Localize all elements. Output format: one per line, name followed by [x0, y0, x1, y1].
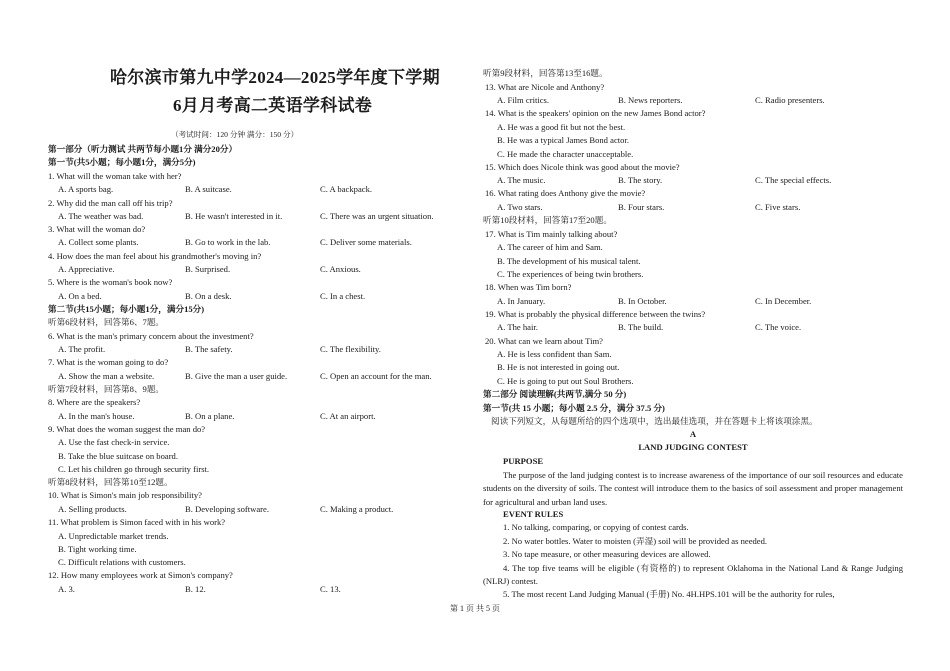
q18-option-b: B. In October.: [618, 296, 667, 306]
q19-option-a: A. The hair.: [497, 322, 538, 332]
q2-option-c: C. There was an urgent situation.: [320, 211, 434, 221]
question-10: 10. What is Simon's main job responsibility?: [48, 490, 202, 500]
rule-4: 4. The top five teams will be eligible (有资格的) to represent Oklahoma in the National Land & Range Judging (NLRJ) contest.: [483, 563, 903, 587]
q14-option-c: C. He made the character unacceptable.: [497, 149, 634, 159]
event-rules-heading: EVENT RULES: [503, 509, 564, 519]
q3-option-c: C. Deliver some materials.: [320, 237, 412, 247]
reading-instruction: 阅读下列短文，从每题所给的四个选项中，选出最佳选项，并在答题卡上将该项涂黑。: [491, 416, 818, 426]
q11-option-a: A. Unpredictable market trends.: [58, 531, 169, 541]
question-19: 19. What is probably the physical difference between the twins?: [485, 309, 706, 319]
question-7: 7. What is the woman going to do?: [48, 357, 169, 367]
question-1: 1. What will the woman take with her?: [48, 171, 182, 181]
q9-option-a: A. Use the fast check-in service.: [58, 437, 170, 447]
q19-option-c: C. The voice.: [755, 322, 802, 332]
q12-option-b: B. 12.: [185, 584, 206, 594]
question-11: 11. What problem is Simon faced with in his work?: [48, 517, 226, 527]
material-9: 听第9段材料，回答第13至16题。: [483, 68, 608, 78]
material-6: 听第6段材料，回答第6、7题。: [48, 317, 165, 327]
q1-option-b: B. A suitcase.: [185, 184, 232, 194]
q14-option-a: A. He was a good fit but not the best.: [497, 122, 626, 132]
q13-option-a: A. Film critics.: [497, 95, 550, 105]
question-20: 20. What can we learn about Tim?: [485, 336, 603, 346]
q11-option-c: C. Difficult relations with customers.: [58, 557, 186, 567]
q16-option-a: A. Two stars.: [497, 202, 543, 212]
material-7: 听第7段材料，回答第8、9题。: [48, 384, 165, 394]
question-3: 3. What will the woman do?: [48, 224, 146, 234]
question-16: 16. What rating does Anthony give the movie?: [485, 188, 646, 198]
q12-option-a: A. 3.: [58, 584, 75, 594]
q15-option-b: B. The story.: [618, 175, 663, 185]
q20-option-a: A. He is less confident than Sam.: [497, 349, 612, 359]
q17-option-c: C. The experiences of being twin brothers.: [497, 269, 644, 279]
question-9: 9. What does the woman suggest the man do?: [48, 424, 206, 434]
exam-title-line2: 6月月考高二英语学科试卷: [173, 96, 373, 115]
q5-option-a: A. On a bed.: [58, 291, 102, 301]
question-5: 5. Where is the woman's book now?: [48, 277, 173, 287]
rule-5: 5. The most recent Land Judging Manual (手册) No. 4H.HPS.101 will be the authority for rules,: [503, 589, 835, 599]
q13-option-c: C. Radio presenters.: [755, 95, 825, 105]
q10-option-a: A. Selling products.: [58, 504, 127, 514]
q5-option-c: C. In a chest.: [320, 291, 366, 301]
rule-1: 1. No talking, comparing, or copying of contest cards.: [503, 522, 689, 532]
exam-title-line1: 哈尔滨市第九中学2024—2025学年度下学期: [110, 68, 440, 87]
q3-option-b: B. Go to work in the lab.: [185, 237, 271, 247]
q2-option-b: B. He wasn't interested in it.: [185, 211, 283, 221]
q8-option-b: B. On a plane.: [185, 411, 235, 421]
question-15: 15. Which does Nicole think was good about the movie?: [485, 162, 680, 172]
exam-info: （考试时间：120 分钟 满分：150 分）: [171, 130, 299, 139]
q12-option-c: C. 13.: [320, 584, 341, 594]
section1-heading: 第一节(共5小题；每小题1分，满分5分): [48, 157, 196, 167]
q15-option-a: A. The music.: [497, 175, 546, 185]
q17-option-b: B. The development of his musical talent.: [497, 256, 641, 266]
q20-option-c: C. He is going to put out Soul Brothers.: [497, 376, 634, 386]
question-12: 12. How many employees work at Simon's company?: [48, 570, 233, 580]
q16-option-b: B. Four stars.: [618, 202, 665, 212]
q6-option-a: A. The profit.: [58, 344, 106, 354]
q7-option-b: B. Give the man a user guide.: [185, 371, 288, 381]
page-footer: 第 1 页 共 5 页: [450, 604, 500, 613]
q8-option-c: C. At an airport.: [320, 411, 376, 421]
question-8: 8. Where are the speakers?: [48, 397, 141, 407]
q10-option-c: C. Making a product.: [320, 504, 394, 514]
question-4: 4. How does the man feel about his grandmother's moving in?: [48, 251, 262, 261]
q18-option-c: C. In December.: [755, 296, 812, 306]
purpose-paragraph: The purpose of the land judging contest is to increase awareness of the importance of our soil resources and educate students on the diversity of soils. The contest will introduce them to the basics of soil assessment and proper management for agricultural and urban land uses.: [483, 470, 903, 507]
q6-option-c: C. The flexibility.: [320, 344, 381, 354]
question-14: 14. What is the speakers' opinion on the new James Bond actor?: [485, 108, 706, 118]
q10-option-b: B. Developing software.: [185, 504, 270, 514]
q13-option-b: B. News reporters.: [618, 95, 683, 105]
q19-option-b: B. The build.: [618, 322, 664, 332]
q4-option-a: A. Appreciative.: [58, 264, 115, 274]
passage-title: LAND JUDGING CONTEST: [638, 442, 748, 452]
q5-option-b: B. On a desk.: [185, 291, 232, 301]
q4-option-b: B. Surprised.: [185, 264, 231, 274]
question-17: 17. What is Tim mainly talking about?: [485, 229, 618, 239]
q1-option-a: A. A sports bag.: [58, 184, 114, 194]
q16-option-c: C. Five stars.: [755, 202, 801, 212]
q4-option-c: C. Anxious.: [320, 264, 361, 274]
q17-option-a: A. The career of him and Sam.: [497, 242, 603, 252]
reading-section1-heading: 第一节(共 15 小题；每小题 2.5 分，满分 37.5 分): [483, 403, 665, 413]
q20-option-b: B. He is not interested in going out.: [497, 362, 620, 372]
question-2: 2. Why did the man call off his trip?: [48, 198, 173, 208]
q7-option-a: A. Show the man a website.: [58, 371, 155, 381]
passage-letter: A: [689, 429, 697, 439]
question-6: 6. What is the man's primary concern about the investment?: [48, 331, 254, 341]
q14-option-b: B. He was a typical James Bond actor.: [497, 135, 629, 145]
q15-option-c: C. The special effects.: [755, 175, 832, 185]
q7-option-c: C. Open an account for the man.: [320, 371, 432, 381]
q11-option-b: B. Tight working time.: [58, 544, 137, 554]
q9-option-c: C. Let his children go through security first.: [58, 464, 210, 474]
part2-heading: 第二部分 阅读理解(共两节,满分 50 分): [483, 389, 627, 399]
material-8: 听第8段材料，回答第10至12题。: [48, 477, 173, 487]
q9-option-b: B. Take the blue suitcase on board.: [58, 451, 178, 461]
q3-option-a: A. Collect some plants.: [58, 237, 139, 247]
question-18: 18. When was Tim born?: [485, 282, 572, 292]
material-10: 听第10段材料，回答第17至20题。: [483, 215, 612, 225]
purpose-heading: PURPOSE: [503, 456, 544, 466]
q18-option-a: A. In January.: [497, 296, 546, 306]
q2-option-a: A. The weather was bad.: [58, 211, 144, 221]
part1-heading: 第一部分（听力测试 共两节每小题1分 满分20分）: [48, 144, 238, 154]
q8-option-a: A. In the man's house.: [58, 411, 135, 421]
section2-heading: 第二节(共15小题；每小题1分，满分15分): [48, 304, 205, 314]
rule-2: 2. No water bottles. Water to moisten (弄湿) soil will be provided as needed.: [503, 536, 768, 546]
question-13: 13. What are Nicole and Anthony?: [485, 82, 605, 92]
rule-3: 3. No tape measure, or other measuring devices are allowed.: [503, 549, 711, 559]
q6-option-b: B. The safety.: [185, 344, 233, 354]
q1-option-c: C. A backpack.: [320, 184, 373, 194]
